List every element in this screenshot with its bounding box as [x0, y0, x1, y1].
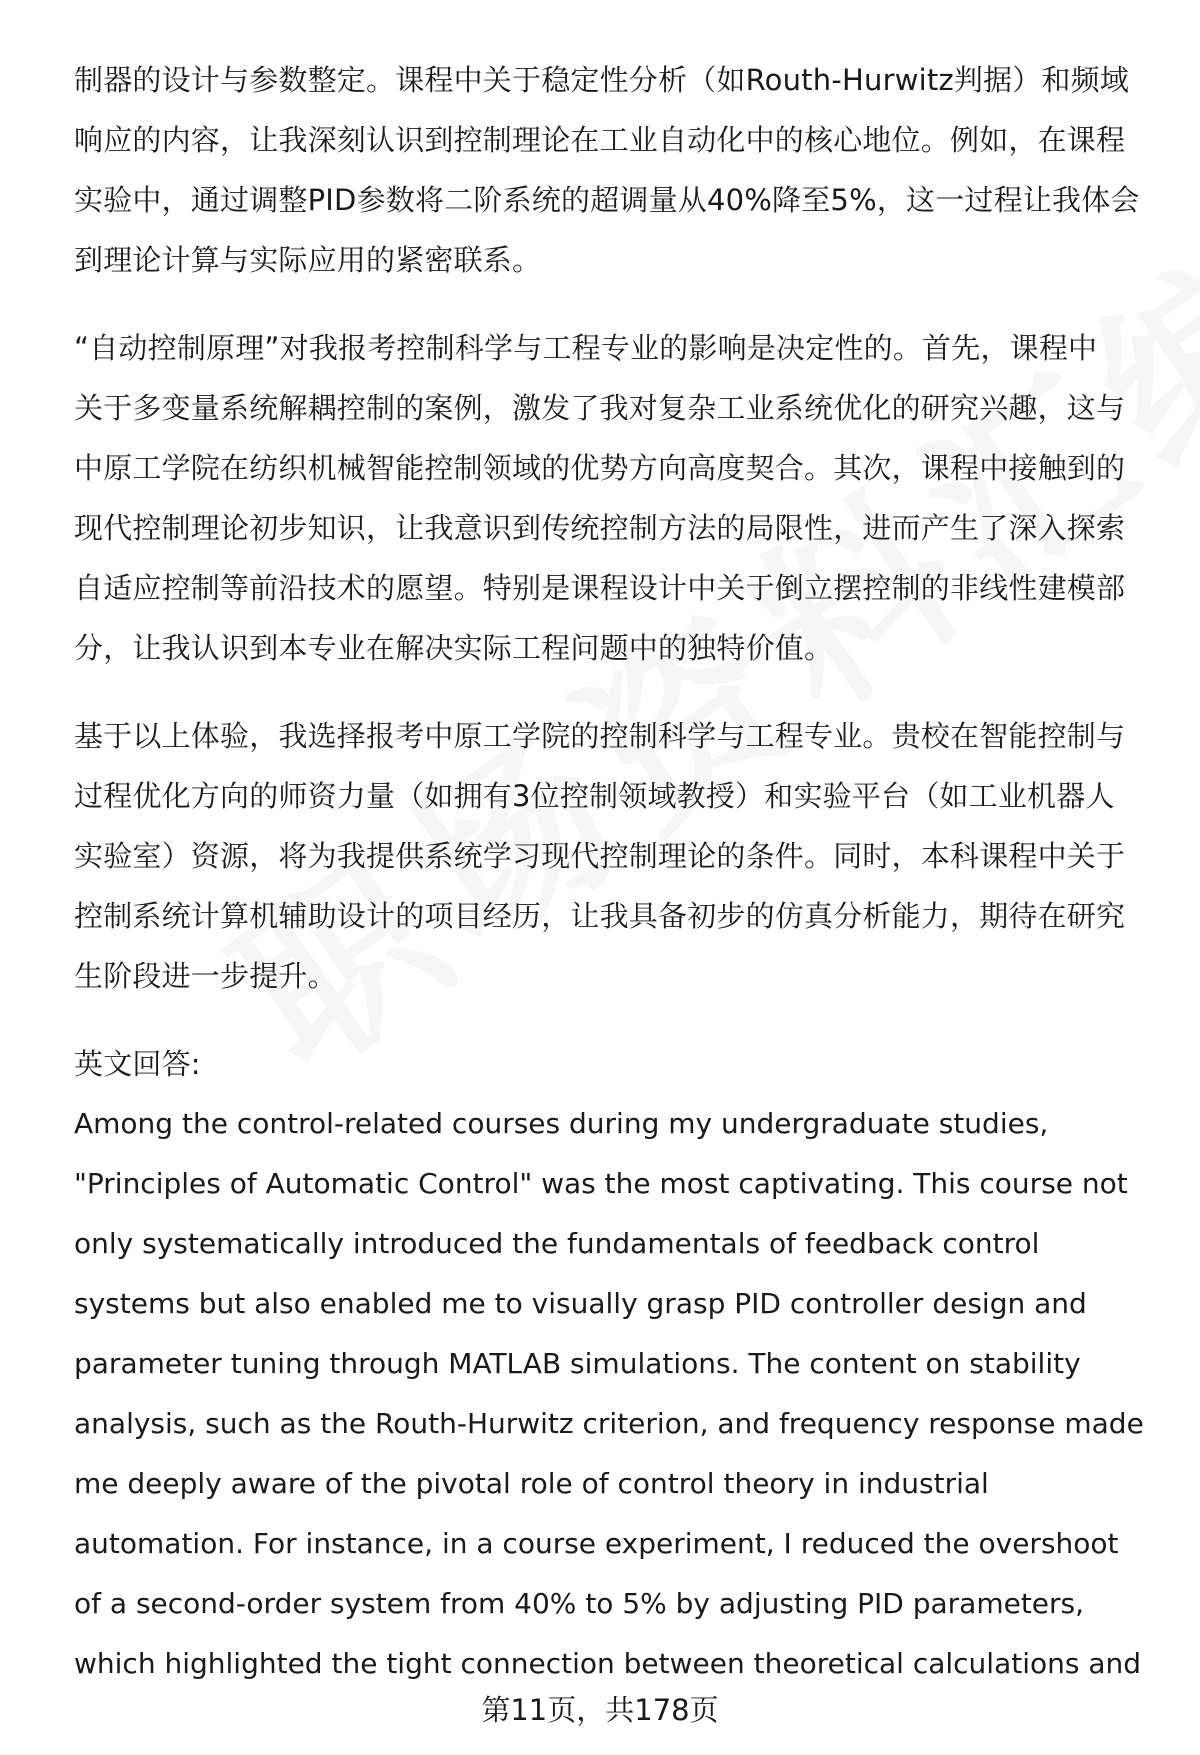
text-line: "Principles of Automatic Control" was the most captivating. This course not	[74, 1167, 1128, 1200]
text-line: 实验室）资源，将为我提供系统学习现代控制理论的条件。同时，本科课程中关于	[74, 839, 1126, 873]
text-line: 到理论计算与实际应用的紧密联系。	[74, 243, 542, 277]
cn-paragraph-2	[74, 318, 1154, 678]
text-line: 响应的内容，让我深刻认识到控制理论在工业自动化中的核心地位。例如，在课程	[74, 123, 1126, 157]
page-number-footer: 第11页，共178页	[481, 1693, 719, 1727]
text-line: 中原工学院在纺织机械智能控制领域的优势方向高度契合。其次，课程中接触到的	[74, 451, 1126, 485]
text-line: 生阶段进一步提升。	[74, 959, 337, 993]
text-line: parameter tuning through MATLAB simulations. The content on stability	[74, 1347, 1081, 1380]
text-line: systems but also enabled me to visually grasp PID controller design and	[74, 1287, 1087, 1320]
cn-paragraph-3	[74, 706, 1154, 1006]
text-line: 现代控制理论初步知识，让我意识到传统控制方法的局限性，进而产生了深入探索	[74, 511, 1126, 545]
text-line: 自适应控制等前沿技术的愿望。特别是课程设计中关于倒立摆控制的非线性建模部	[74, 571, 1126, 605]
text-line: which highlighted the tight connection between theoretical calculations and	[74, 1647, 1142, 1680]
text-line: me deeply aware of the pivotal role of control theory in industrial	[74, 1467, 989, 1500]
text-line: 基于以上体验，我选择报考中原工学院的控制科学与工程专业。贵校在智能控制与	[74, 719, 1126, 753]
text-line: 制器的设计与参数整定。课程中关于稳定性分析（如Routh-Hurwitz判据）和频域	[74, 63, 1130, 97]
text-line: Among the control-related courses during my undergraduate studies,	[74, 1107, 1049, 1140]
text-line: automation. For instance, in a course experiment, I reduced the overshoot	[74, 1527, 1119, 1560]
text-line: 分，让我认识到本专业在解决实际工程问题中的独特价值。	[74, 631, 834, 665]
text-line: analysis, such as the Routh-Hurwitz criterion, and frequency response made	[74, 1407, 1144, 1440]
text-line: 实验中，通过调整PID参数将二阶系统的超调量从40%降至5%，这一过程让我体会	[74, 183, 1140, 217]
cn-paragraph-1	[74, 50, 1154, 290]
document-body	[74, 50, 1154, 1694]
text-line: 控制系统计算机辅助设计的项目经历，让我具备初步的仿真分析能力，期待在研究	[74, 899, 1126, 933]
english-answer-heading: 英文回答:	[74, 1047, 201, 1081]
text-line: “自动控制原理”对我报考控制科学与工程专业的影响是决定性的。首先，课程中	[74, 331, 1098, 365]
text-line: 过程优化方向的师资力量（如拥有3位控制领域教授）和实验平台（如工业机器人	[74, 779, 1115, 813]
text-line: 关于多变量系统解耦控制的案例，激发了我对复杂工业系统优化的研究兴趣，这与	[74, 391, 1126, 425]
text-line: of a second-order system from 40% to 5% by adjusting PID parameters,	[74, 1587, 1085, 1620]
english-answer	[74, 1034, 1154, 1694]
text-line: only systematically introduced the fundamentals of feedback control	[74, 1227, 1040, 1260]
